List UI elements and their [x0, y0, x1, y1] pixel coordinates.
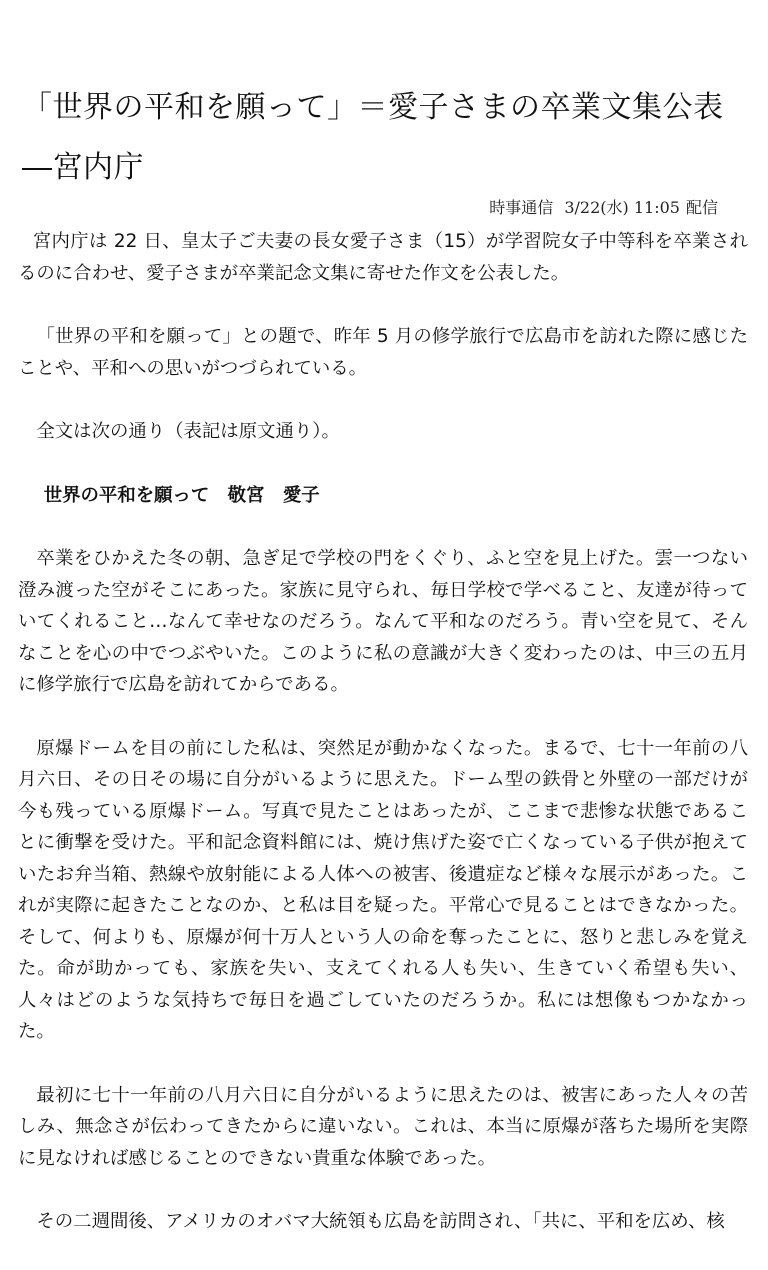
news-source: 時事通信	[489, 198, 554, 217]
essay-paragraph-2: 原爆ドームを目の前にした私は、突然足が動かなくなった。まるで、七十一年前の八月六日、その日その場に自分がいるように思えた。ドーム型の鉄骨と外壁の一部だけが今も残っている原爆ドーム。写真で見たことはあったが、ここまで悲惨な状態であることに衝撃を受けた。平和記念資料館には、焼け焦げた姿で亡くなっている子供が抱えていたお弁当箱、熱線や放射能による人体への被害、後遺症など様々な展示があった。これが実際に起きたことなのか、と私は目を疑った。平常心で見ることはできなかった。そして、何よりも、原爆が何十万人という人の命を奪ったことに、怒りと悲しみを覚えた。命が助かっても、家族を失い、支えてくれる人も失い、生きていく希望も失い、人々はどのような気持ちで毎日を過ごしていたのだろうか。私には想像もつかなかった。	[18, 737, 748, 1042]
essay-title: 世界の平和を願って 敬宮 愛子	[43, 484, 320, 506]
article-body	[18, 226, 748, 1270]
essay-paragraph-4: その二週間後、アメリカのオバマ大統領も広島を訪問され、「共に、平和を広め、核	[36, 1211, 725, 1232]
essay-paragraph-1: 卒業をひかえた冬の朝、急ぎ足で学校の門をくぐり、ふと空を見上げた。雲一つない澄み渡った空がそこにあった。家族に見守られ、毎日学校で学べること、友達が待っていてくれること…なんて幸せなのだろう。なんて平和なのだろう。青い空を見て、そんなことを心の中でつぶやいた。このように私の意識が大きく変わったのは、中三の五月に修学旅行で広島を訪れてからである。	[18, 548, 748, 695]
publish-date: 3/22(水) 11:05	[564, 198, 680, 217]
lead-paragraph-2: 「世界の平和を願って」との題で、昨年 5 月の修学旅行で広島市を訪れた際に感じたことや、平和への思いがつづられている。	[18, 326, 748, 379]
lead-paragraph-1: 宮内庁は 22 日、皇太子ご夫妻の長女愛子さま（15）が学習院女子中等科を卒業されるのに合わせ、愛子さまが卒業記念文集に寄せた作文を公表した。	[18, 231, 748, 284]
delivery-label: 配信	[685, 198, 718, 217]
essay-paragraph-3: 最初に七十一年前の八月六日に自分がいるように思えたのは、被害にあった人々の苦しみ、無念さが伝わってきたからに違いない。これは、本当に原爆が落ちた場所を実際に見なければ感じることのできない貴重な体験であった。	[18, 1084, 748, 1169]
article-byline	[483, 196, 718, 220]
lead-paragraph-3: 全文は次の通り（表記は原文通り）。	[36, 421, 340, 442]
article-headline: 「世界の平和を願って」＝愛子さまの卒業文集公表―宮内庁	[22, 90, 724, 185]
